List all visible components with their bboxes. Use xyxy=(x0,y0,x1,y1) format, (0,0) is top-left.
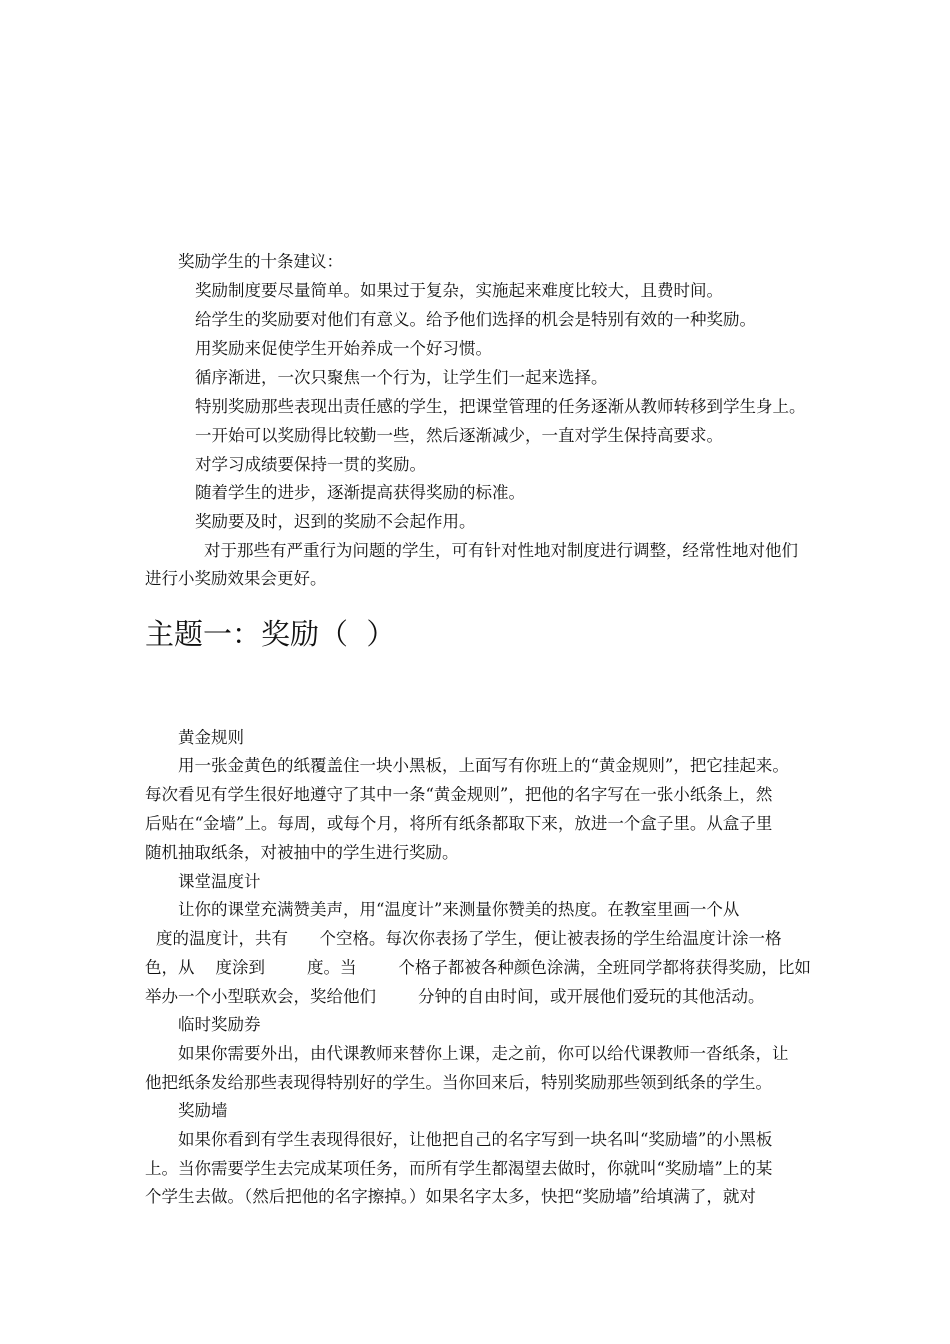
subsection-title: 课堂温度计 xyxy=(178,872,261,891)
paragraph-line: 举办一个小型联欢会，奖给他们 分钟的自由时间，或开展他们爱玩的其他活动。 xyxy=(145,987,765,1006)
paragraph-line: 色，从 度涂到 度。当 个格子都被各种颜色涂满，全班同学都将获得奖励，比如 xyxy=(145,958,811,977)
paragraph-line: 随机抽取纸条，对被抽中的学生进行奖励。 xyxy=(145,843,459,862)
paragraph-line: 如果你需要外出，由代课教师来替你上课，走之前，你可以给代课教师一沓纸条，让 xyxy=(178,1044,789,1063)
intro-item: 特别奖励那些表现出责任感的学生，把课堂管理的任务逐渐从教师转移到学生身上。 xyxy=(195,397,806,416)
subsection-title: 临时奖励券 xyxy=(178,1015,261,1034)
subsection-title: 奖励墙 xyxy=(178,1101,228,1120)
intro-note-line: 进行小奖励效果会更好。 xyxy=(145,569,327,588)
section-title: 主题一：奖励（ ） xyxy=(145,617,396,651)
paragraph-line: 让你的课堂充满赞美声，用“温度计”来测量你赞美的热度。在教室里画一个从 xyxy=(178,900,740,919)
intro-item: 给学生的奖励要对他们有意义。给予他们选择的机会是特别有效的一种奖励。 xyxy=(195,310,756,329)
paragraph-line: 上。当你需要学生去完成某项任务，而所有学生都渴望去做时，你就叫“奖励墙”上的某 xyxy=(145,1159,773,1178)
intro-item: 对学习成绩要保持一贯的奖励。 xyxy=(195,455,426,474)
intro-item: 奖励制度要尽量简单。如果过于复杂，实施起来难度比较大，且费时间。 xyxy=(195,281,723,300)
paragraph-line: 每次看见有学生很好地遵守了其中一条“黄金规则”，把他的名字写在一张小纸条上，然 xyxy=(145,785,773,804)
intro-item: 循序渐进，一次只聚焦一个行为，让学生们一起来选择。 xyxy=(195,368,608,387)
intro-heading: 奖励学生的十条建议： xyxy=(178,252,343,271)
paragraph-line: 他把纸条发给那些表现得特别好的学生。当你回来后，特别奖励那些领到纸条的学生。 xyxy=(145,1073,772,1092)
paragraph-line: 度的温度计，共有 个空格。每次你表扬了学生，便让被表扬的学生给温度计涂一格 xyxy=(156,929,782,948)
paragraph-line: 后贴在“金墙”上。每周，或每个月，将所有纸条都取下来，放进一个盒子里。从盒子里 xyxy=(145,814,773,833)
intro-note-line: 对于那些有严重行为问题的学生，可有针对性地对制度进行调整，经常性地对他们 xyxy=(204,541,798,560)
paragraph-line: 个学生去做。（然后把他的名字擦掉。）如果名字太多，快把“奖励墙”给填满了，就对 xyxy=(145,1187,756,1206)
intro-item: 随着学生的进步，逐渐提高获得奖励的标准。 xyxy=(195,483,525,502)
intro-item: 奖励要及时，迟到的奖励不会起作用。 xyxy=(195,512,476,531)
paragraph-line: 用一张金黄色的纸覆盖住一块小黑板，上面写有你班上的“黄金规则”，把它挂起来。 xyxy=(178,756,789,775)
intro-item: 用奖励来促使学生开始养成一个好习惯。 xyxy=(195,339,492,358)
subsection-title: 黄金规则 xyxy=(178,728,244,747)
paragraph-line: 如果你看到有学生表现得很好，让他把自己的名字写到一块名叫“奖励墙”的小黑板 xyxy=(178,1130,773,1149)
intro-item: 一开始可以奖励得比较勤一些，然后逐渐减少，一直对学生保持高要求。 xyxy=(195,426,723,445)
